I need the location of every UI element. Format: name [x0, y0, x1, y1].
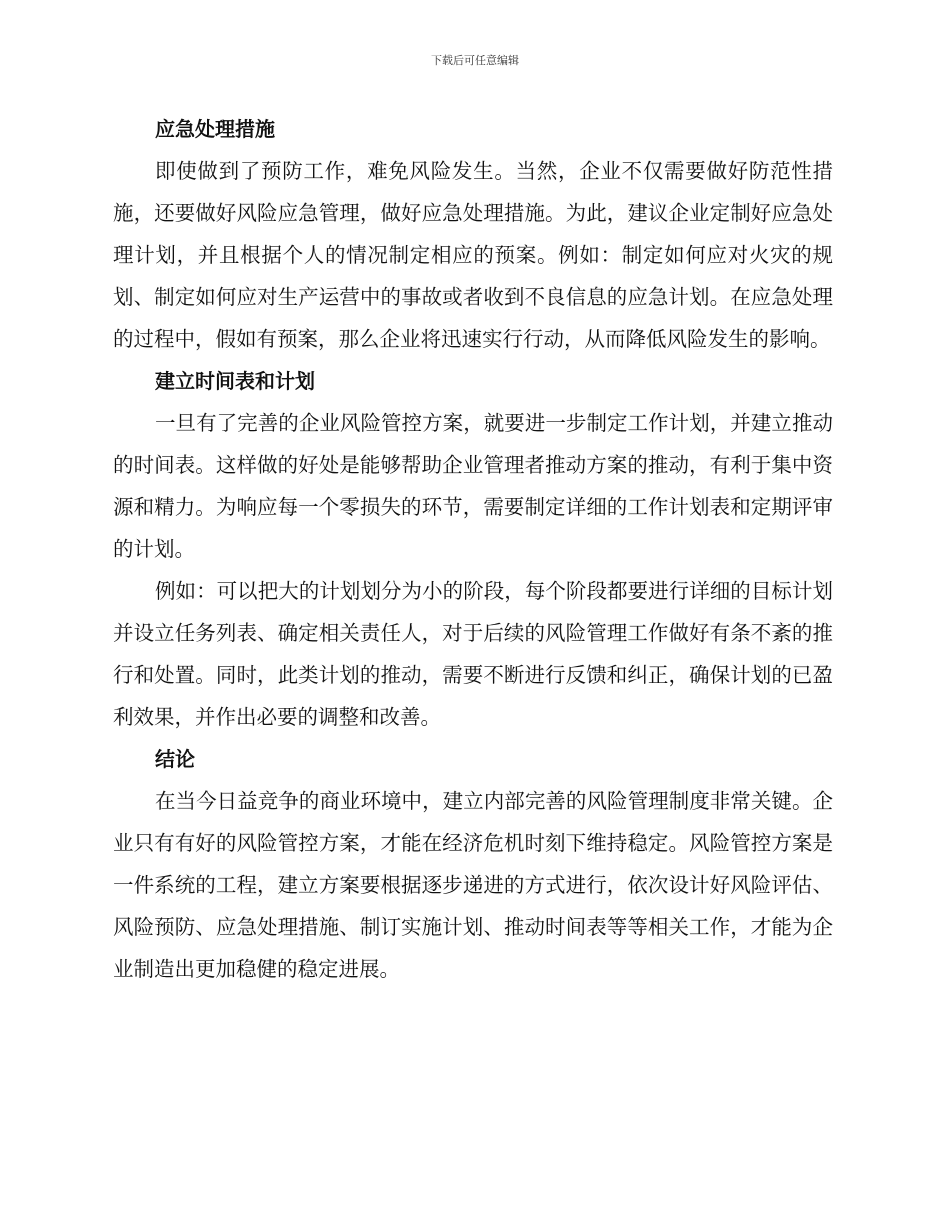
paragraph-schedule-plan: 一旦有了完善的企业风险管控方案，就要进一步制定工作计划，并建立推动的时间表。这样做的好处是能够帮助企业管理者推动方案的推动，有利于集中资源和精力。为响应每一个零损失的环节，需要制定详细的工作计划表和定期评审的计划。 [113, 411, 833, 561]
document-body [113, 108, 833, 990]
paragraph-conclusion: 在当今日益竞争的商业环境中，建立内部完善的风险管理制度非常关键。企业只有有好的风险管控方案，才能在经济危机时刻下维持稳定。风险管控方案是一件系统的工程，建立方案要根据逐步递进的方式进行，依次设计好风险评估、风险预防、应急处理措施、制订实施计划、推动时间表等等相关工作，才能为企业制造出更加稳健的稳定进展。 [113, 789, 833, 981]
page-header-note: 下载后可任意编辑 [431, 54, 519, 67]
section-heading-schedule: 建立时间表和计划 [155, 369, 315, 393]
paragraph-emergency-measures: 即使做到了预防工作，难免风险发生。当然，企业不仅需要做好防范性措施，还要做好风险应急管理，做好应急处理措施。为此，建议企业定制好应急处理计划，并且根据个人的情况制定相应的预案。例如：制定如何应对火灾的规划、制定如何应对生产运营中的事故或者收到不良信息的应急计划。在应急处理的过程中，假如有预案，那么企业将迅速实行行动，从而降低风险发生的影响。 [113, 159, 833, 351]
paragraph-schedule-example: 例如：可以把大的计划划分为小的阶段，每个阶段都要进行详细的目标计划并设立任务列表、确定相关责任人，对于后续的风险管理工作做好有条不紊的推行和处置。同时，此类计划的推动，需要不断进行反馈和纠正，确保计划的已盈利效果，并作出必要的调整和改善。 [113, 579, 833, 729]
section-heading-emergency: 应急处理措施 [155, 117, 275, 141]
section-heading-conclusion: 结论 [155, 747, 195, 771]
